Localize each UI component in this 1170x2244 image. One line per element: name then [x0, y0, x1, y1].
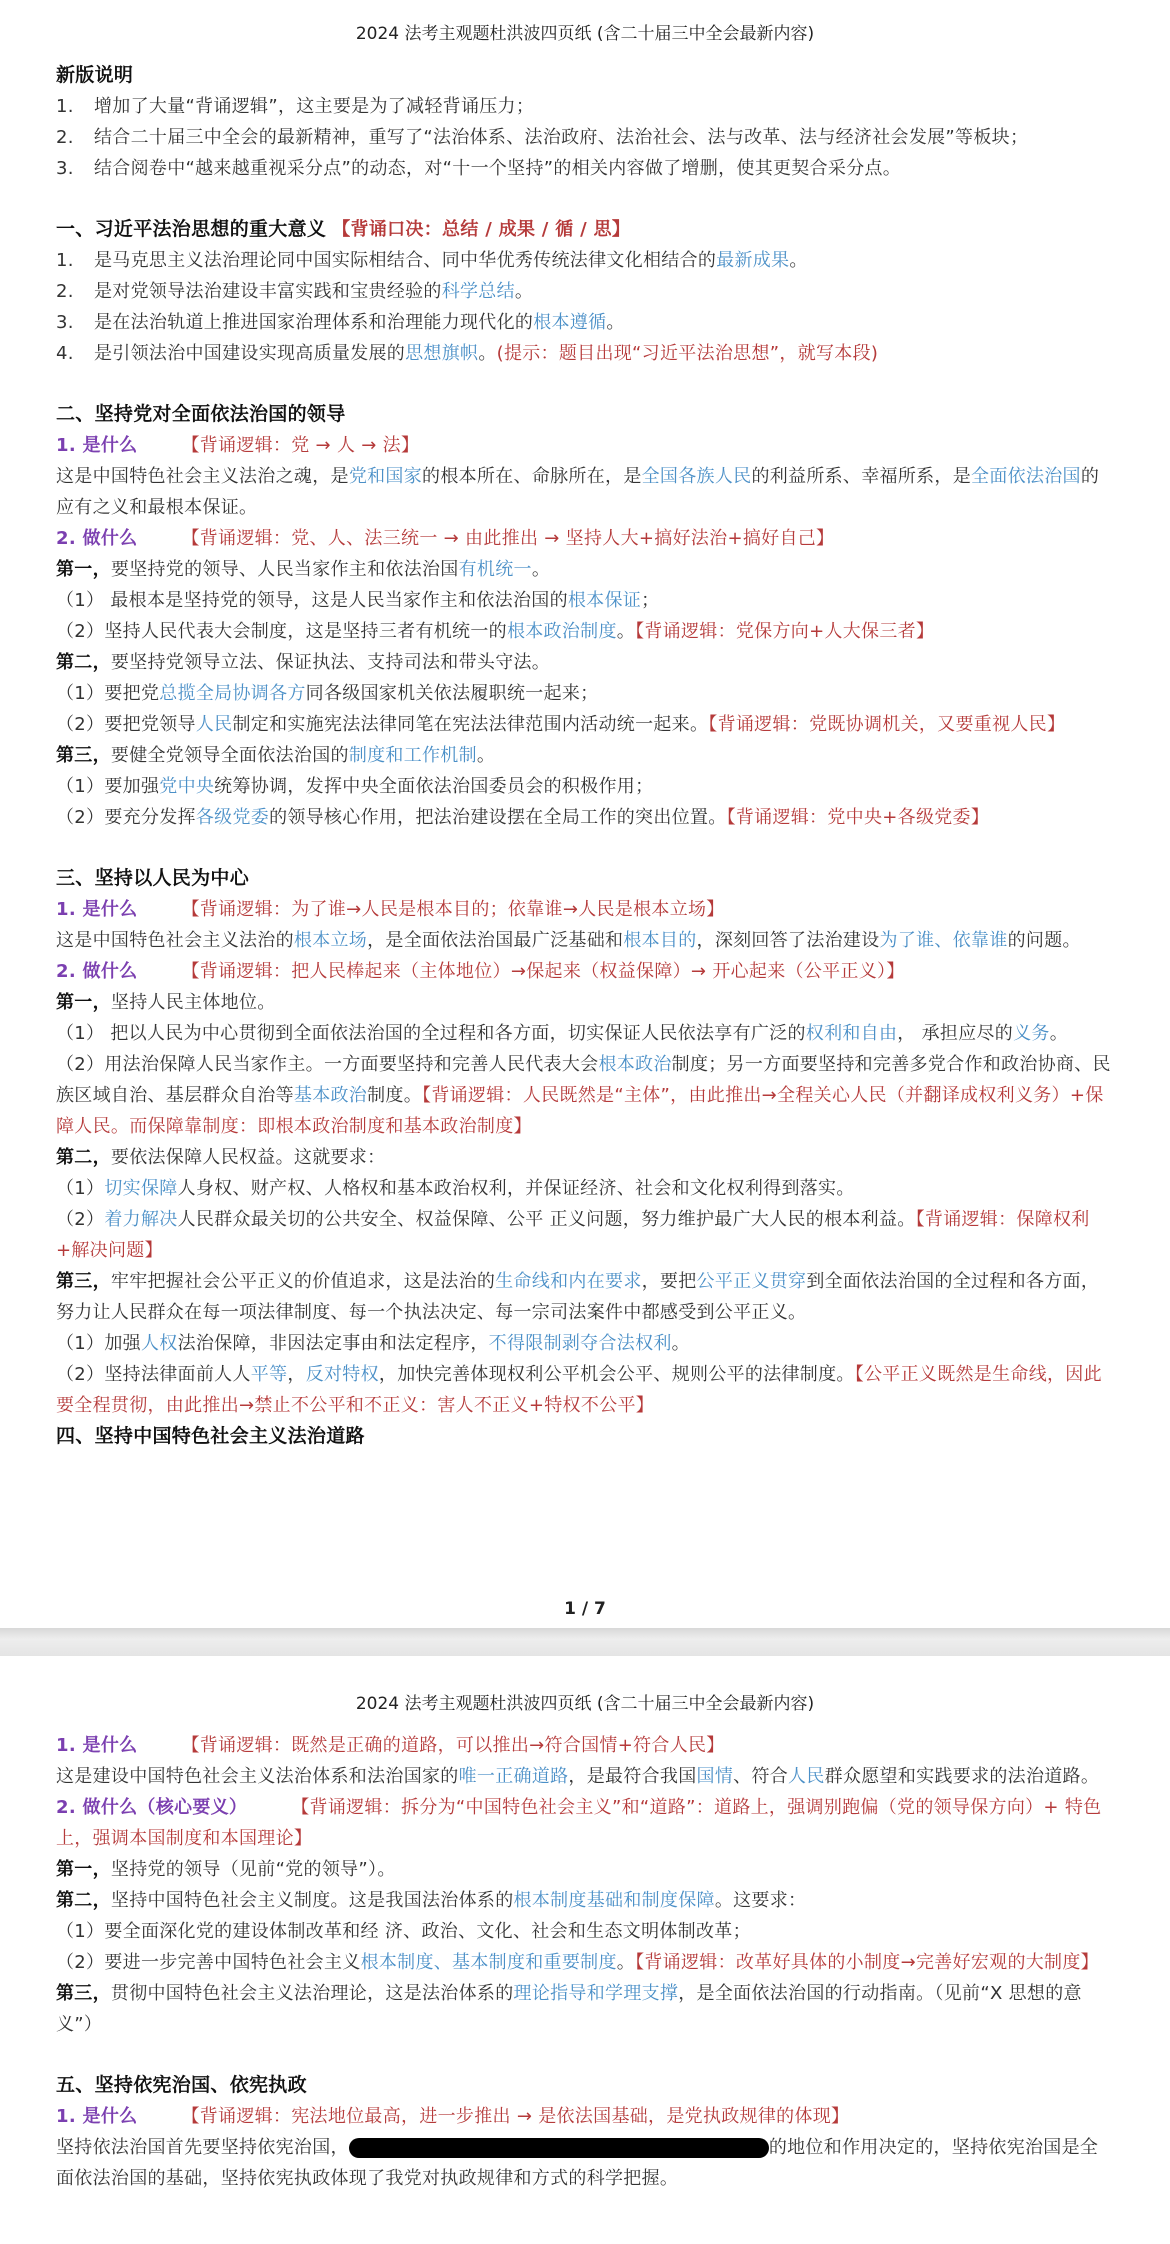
paragraph: 第一，坚持党的领导（见前“党的领导”）。	[56, 1859, 396, 1880]
paragraph: 第一，要坚持党的领导、人民当家作主和依法治国有机统一。	[56, 559, 551, 580]
paragraph: 第三，要健全党领导全面依法治国的制度和工作机制。	[56, 745, 496, 766]
list-item: 2. 结合二十届三中全会的最新精神，重写了“法治体系、法治政府、法治社会、法与改革、法与经济社会发展”等板块；	[56, 127, 1029, 148]
paragraph: 这是中国特色社会主义法治之魂，是党和国家的根本所在、命脉所在，是全国各族人民的利益所系、幸福所系，是全面依法治国的应有之义和最根本保证。	[56, 466, 1100, 518]
list-item: 1. 是马克思主义法治理论同中国实际相结合、同中华优秀传统法律文化相结合的最新成果。	[56, 250, 808, 271]
paragraph: （2）坚持人民代表大会制度，这是坚持三者有机统一的根本政治制度。【背诵逻辑：党保方向+人大保三者】	[56, 621, 935, 642]
paragraph: （1）切实保障人身权、财产权、人格权和基本政治权利，并保证经济、社会和文化权利得到落实。	[56, 1178, 855, 1199]
page-header-title: 2024 法考主观题杜洪波四页纸 (含二十届三中全会最新内容)	[355, 1694, 815, 1714]
page-content	[0, 1716, 1170, 2194]
paragraph: （2）着力解决人民群众最关切的公共安全、权益保障、公平 正义问题，努力维护最广大人民的根本利益。【背诵逻辑：保障权利+解决问题】	[56, 1209, 1090, 1261]
paragraph: 第三，贯彻中国特色社会主义法治理论，这是法治体系的理论指导和学理支撑，是全面依法治国的行动指南。（见前“X 思想的意义”）	[56, 1983, 1082, 2035]
subheading: 1. 是什么 【背诵逻辑：党 → 人 → 法】	[56, 435, 420, 456]
page-separator	[0, 1628, 1170, 1656]
section-heading: 四、坚持中国特色社会主义法治道路	[56, 1425, 365, 1447]
paragraph: 这是建设中国特色社会主义法治体系和法治国家的唯一正确道路，是最符合我国国情、符合人民群众愿望和实践要求的法治道路。	[56, 1766, 1100, 1787]
paragraph: （2）坚持法律面前人人平等，反对特权，加快完善体现权利公平机会公平、规则公平的法律制度。【公平正义既然是生命线，因此要全程贯彻，由此推出→禁止不公平和不正义：害人不正义+特权不公平】	[56, 1364, 1102, 1416]
subheading: 2. 做什么 【背诵逻辑：党、人、法三统一 → 由此推出 → 坚持人大+搞好法治+搞好自己】	[56, 528, 835, 549]
document-page-2	[0, 1656, 1170, 2244]
section-heading: 一、习近平法治思想的重大意义 【背诵口决：总结 / 成果 / 循 / 思】	[56, 218, 631, 240]
paragraph: （1） 把以人民为中心贯彻到全面依法治国的全过程和各方面，切实保证人民依法享有广泛的权利和自由， 承担应尽的义务。	[56, 1023, 1069, 1044]
list-item: 4. 是引领法治中国建设实现高质量发展的思想旗帜。(提示：题目出现“习近平法治思想”，就写本段)	[56, 343, 879, 364]
list-item: 3. 结合阅卷中“越来越重视采分点”的动态，对“十一个坚持”的相关内容做了增删，使其更契合采分点。	[56, 158, 902, 179]
subheading: 1. 是什么 【背诵逻辑：宪法地位最高，进一步推出 → 是依法国基础，是党执政规律的体现】	[56, 2106, 850, 2127]
paragraph: （2）要进一步完善中国特色社会主义根本制度、基本制度和重要制度。【背诵逻辑：改革好具体的小制度→完善好宏观的大制度】	[56, 1952, 1099, 1973]
page-header-title: 2024 法考主观题杜洪波四页纸 (含二十届三中全会最新内容)	[355, 24, 815, 44]
list-item: 1. 增加了大量“背诵逻辑”，这主要是为了减轻背诵压力；	[56, 96, 535, 117]
paragraph: 第三，牢牢把握社会公平正义的价值追求，这是法治的生命线和内在要求，要把公平正义贯穿到全面依法治国的全过程和各方面，努力让人民群众在每一项法律制度、每一个执法决定、每一宗司法案件中都感受到公平正义。	[56, 1271, 1100, 1323]
page-content	[0, 46, 1170, 1452]
paragraph: 第一，坚持人民主体地位。	[56, 992, 276, 1013]
mnemonic: 【背诵口决：总结 / 成果 / 循 / 思】	[332, 219, 631, 240]
paragraph: （2）要把党领导人民制定和实施宪法法律同笔在宪法法律范围内活动统一起来。【背诵逻辑：党既协调机关，又要重视人民】	[56, 714, 1066, 735]
redaction-bar	[349, 2138, 769, 2158]
paragraph: （1）加强人权法治保障，非因法定事由和法定程序，不得限制剥夺合法权利。	[56, 1333, 690, 1354]
paragraph: （1）要全面深化党的建设体制改革和经 济、政治、文化、社会和生态文明体制改革；	[56, 1921, 751, 1942]
paragraph: 这是中国特色社会主义法治的根本立场，是全面依法治国最广泛基础和根本目的，深刻回答了法治建设为了谁、依靠谁的问题。	[56, 930, 1081, 951]
section-heading: 二、坚持党对全面依法治国的领导	[56, 403, 346, 425]
subheading: 1. 是什么 【背诵逻辑：既然是正确的道路，可以推出→符合国情+符合人民】	[56, 1735, 725, 1756]
paragraph: 坚持依法治国首先要坚持依宪治国， 的地位和作用决定的，坚持依宪治国是全面依法治国的基础，坚持依宪执政体现了我党对执政规律和方式的科学把握。	[56, 2137, 1099, 2189]
paragraph: 第二，要坚持党领导立法、保证执法、支持司法和带头守法。	[56, 652, 551, 673]
paragraph: （1） 最根本是坚持党的领导，这是人民当家作主和依法治国的根本保证；	[56, 590, 660, 611]
paragraph: 第二，坚持中国特色社会主义制度。这是我国法治体系的根本制度基础和制度保障。这要求：	[56, 1890, 807, 1911]
paragraph: （2）用法治保障人民当家作主。一方面要坚持和完善人民代表大会根本政治制度；另一方面要坚持和完善多党合作和政治协商、民族区域自治、基层群众自治等基本政治制度。【背诵逻辑：人民既然是“主体”，由此推出→全程关心人民（并翻译成权利义务）+保障人民。而保障靠制度：即根本政治制度和基本政治制度】	[56, 1054, 1111, 1137]
intro-heading: 新版说明	[56, 64, 134, 86]
subheading: 1. 是什么 【背诵逻辑：为了谁→人民是根本目的；依靠谁→人民是根本立场】	[56, 899, 725, 920]
subheading: 2. 做什么 【背诵逻辑：把人民棒起来（主体地位）→保起来（权益保障）→ 开心起来（公平正义）】	[56, 961, 905, 982]
subheading: 2. 做什么（核心要义） 【背诵逻辑：拆分为“中国特色社会主义”和“道路”：道路上，强调别跑偏（党的领导保方向）+ 特色上，强调本国制度和本国理论】	[56, 1797, 1102, 1849]
paragraph: （1）要把党总揽全局协调各方同各级国家机关依法履职统一起来；	[56, 683, 599, 704]
page-number: 1 / 7	[564, 1599, 606, 1619]
paragraph: （2）要充分发挥各级党委的领导核心作用，把法治建设摆在全局工作的突出位置。【背诵逻辑：党中央+各级党委】	[56, 807, 990, 828]
section-heading: 三、坚持以人民为中心	[56, 867, 250, 889]
paragraph: 第二，要依法保障人民权益。这就要求：	[56, 1147, 386, 1168]
paragraph: （1）要加强党中央统筹协调，发挥中央全面依法治国委员会的积极作用；	[56, 776, 654, 797]
section-heading: 五、坚持依宪治国、依宪执政	[56, 2074, 307, 2096]
list-item: 3. 是在法治轨道上推进国家治理体系和治理能力现代化的根本遵循。	[56, 312, 625, 333]
list-item: 2. 是对党领导法治建设丰富实践和宝贵经验的科学总结。	[56, 281, 534, 302]
